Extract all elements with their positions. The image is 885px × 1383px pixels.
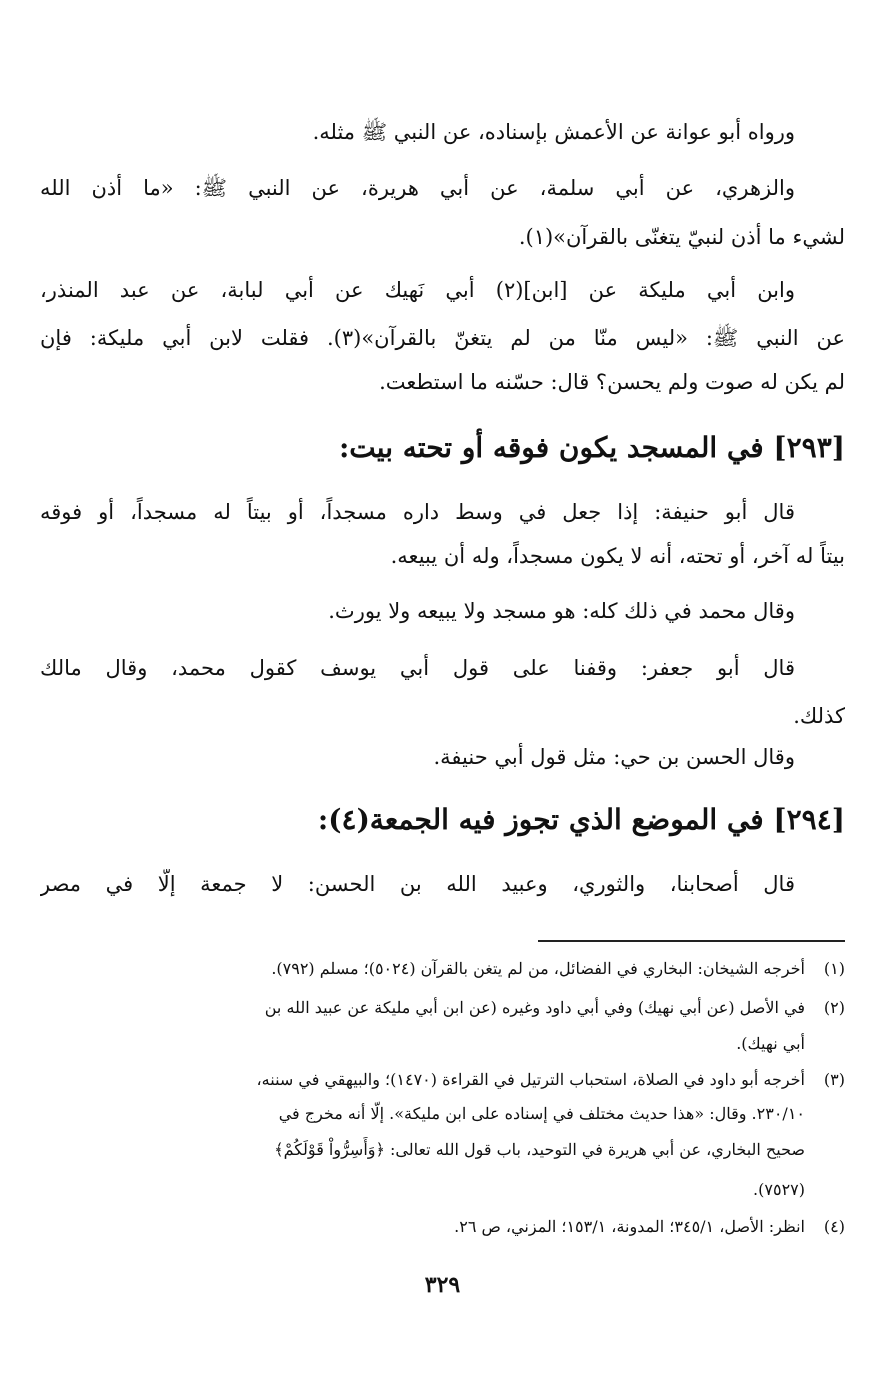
footnote-continuation: ٢٣٠/١٠. وقال: «هذا حديث مختلف في إسناده على ابن مليكة». إلّا أنه مخرج في xyxy=(278,1104,805,1123)
body-line: قال أبو جعفر: وقفنا على قول أبي يوسف كقول محمد، وقال مالك xyxy=(40,656,795,680)
footnote-continuation: صحيح البخاري، عن أبي هريرة في التوحيد، باب قول الله تعالى: ﴿وَأَسِرُّواْ قَوْلَكُمْ﴾ xyxy=(274,1140,805,1159)
footnote xyxy=(40,1067,845,1093)
footnote xyxy=(40,956,845,982)
body-line: قال أبو حنيفة: إذا جعل في وسط داره مسجداً، أو بيتاً له مسجداً، أو فوقه xyxy=(40,500,795,524)
body-line: عن النبي ﷺ: «ليس منّا من لم يتغنّ بالقرآن»(٣). فقلت لابن أبي مليكة: فإن xyxy=(40,326,845,350)
footnote xyxy=(40,995,845,1021)
footnote-number: (١) xyxy=(823,959,845,978)
body-line: لشيء ما أذن لنبيّ يتغنّى بالقرآن»(١). xyxy=(518,225,845,249)
footnote-text: أخرجه الشيخان: البخاري في الفضائل، من لم يتغن بالقرآن (٥٠٢٤)؛ مسلم (٧٩٢). xyxy=(271,959,805,978)
footnote-number: (٢) xyxy=(823,998,845,1017)
footnote-number: (٤) xyxy=(823,1217,845,1236)
footnote-text: أخرجه أبو داود في الصلاة، استحباب الترتيل في القراءة (١٤٧٠)؛ والبيهقي في سننه، xyxy=(256,1070,805,1089)
footnote-number: (٣) xyxy=(823,1070,845,1089)
body-line: ورواه أبو عوانة عن الأعمش بإسناده، عن النبي ﷺ مثله. xyxy=(312,120,795,144)
body-line: لم يكن له صوت ولم يحسن؟ قال: حسّنه ما استطعت. xyxy=(379,370,845,394)
body-line: والزهري، عن أبي سلمة، عن أبي هريرة، عن النبي ﷺ: «ما أذن الله xyxy=(40,176,795,200)
body-line: قال أصحابنا، والثوري، وعبيد الله بن الحسن: لا جمعة إلّا في مصر xyxy=(40,872,795,896)
page-number: ٣٢٩ xyxy=(424,1272,461,1298)
section-heading: [٢٩٣] في المسجد يكون فوقه أو تحته بيت: xyxy=(338,431,845,464)
section-heading: [٢٩٤] في الموضع الذي تجوز فيه الجمعة(٤): xyxy=(317,803,845,836)
body-line: وقال الحسن بن حي: مثل قول أبي حنيفة. xyxy=(433,745,795,769)
footnote xyxy=(40,1214,845,1240)
footnote-text: انظر: الأصل، ٣٤٥/١؛ المدونة، ١٥٣/١؛ المزني، ص ٢٦. xyxy=(454,1217,805,1236)
footnote-text: في الأصل (عن أبي نهيك) وفي أبي داود وغيره (عن ابن أبي مليكة عن عبيد الله بن xyxy=(264,998,805,1017)
body-line: كذلك. xyxy=(793,704,845,728)
footnote-continuation: (٧٥٢٧). xyxy=(753,1180,805,1199)
body-line: بيتاً له آخر، أو تحته، أنه لا يكون مسجداً، وله أن يبيعه. xyxy=(390,544,845,568)
body-line: وابن أبي مليكة عن [ابن](٢) أبي نَهيك عن أبي لبابة، عن عبد المنذر، xyxy=(40,278,795,302)
body-line: وقال محمد في ذلك كله: هو مسجد ولا يبيعه ولا يورث. xyxy=(328,599,795,623)
footnote-separator xyxy=(538,940,845,942)
footnote-continuation: أبي نهيك). xyxy=(736,1034,805,1053)
